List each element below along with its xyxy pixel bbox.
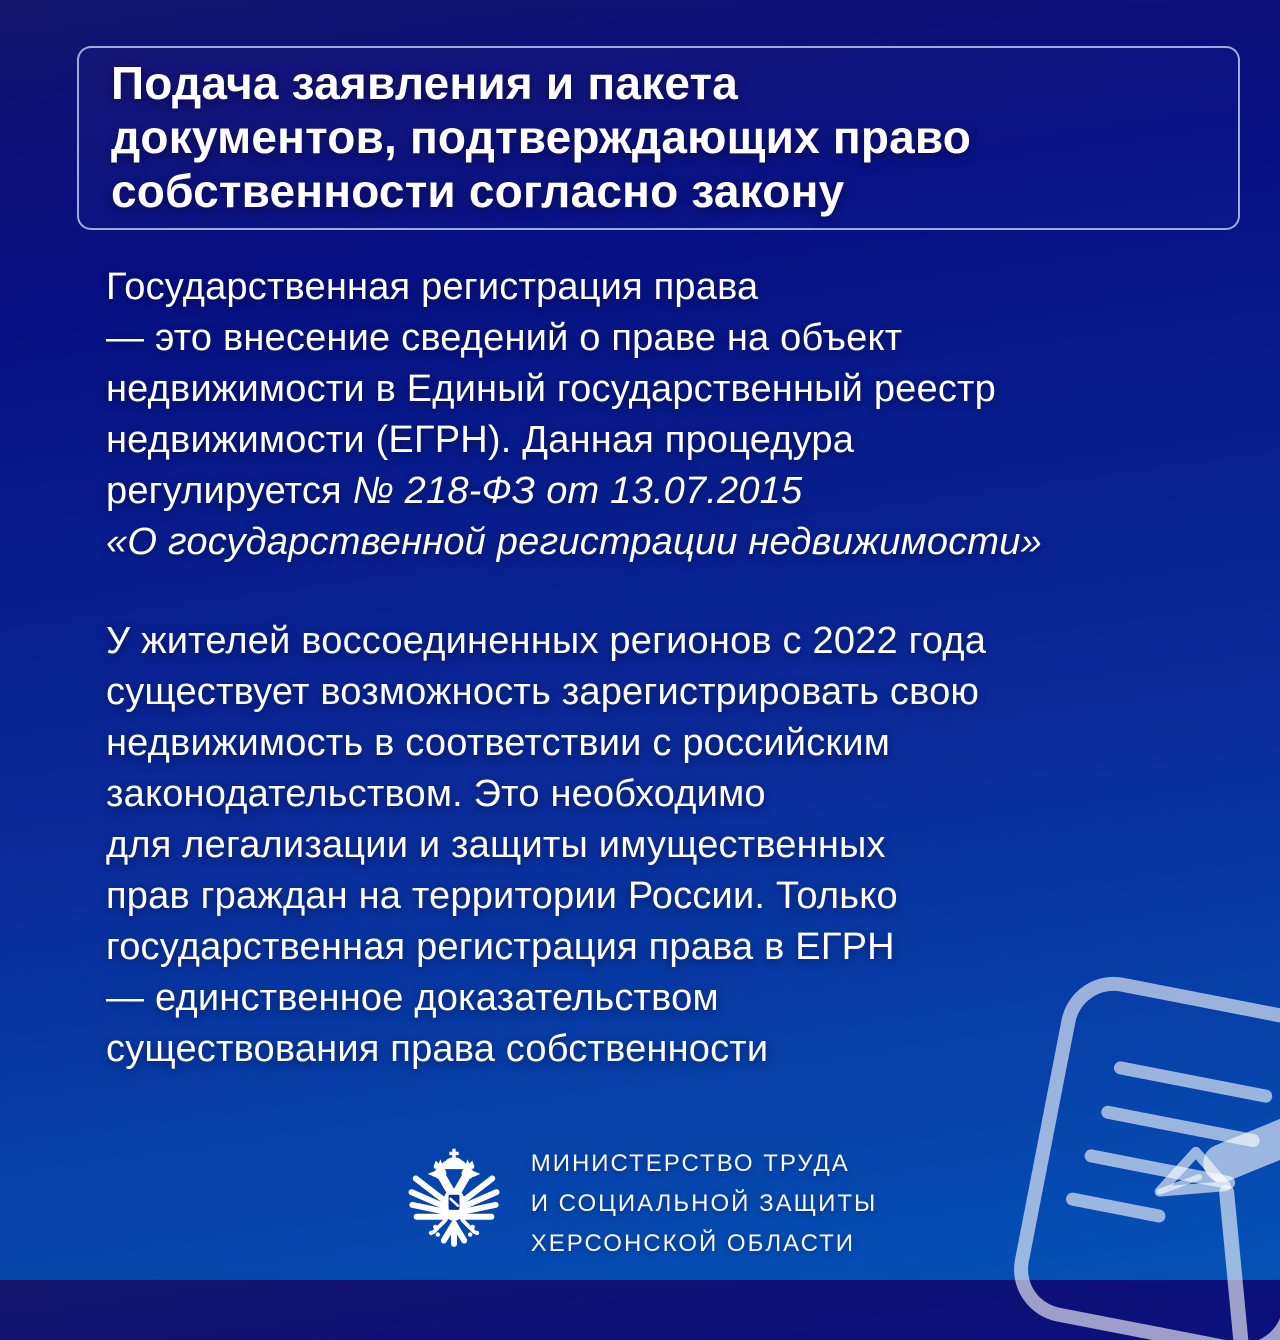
- text-line: недвижимость в соответствии с российским: [106, 722, 891, 764]
- text-line: недвижимости (ЕГРН). Данная процедура: [106, 419, 855, 461]
- paragraph-residents-info: [106, 616, 1246, 1075]
- ministry-name: [531, 1144, 878, 1264]
- text-line: недвижимости в Единый государственный реестр: [106, 368, 996, 410]
- text-line: Государственная регистрация права: [106, 266, 759, 308]
- text-line-law-reference: [106, 466, 1246, 517]
- title-box: [77, 46, 1240, 230]
- ministry-name-line: ХЕРСОНСКОЙ ОБЛАСТИ: [530, 1230, 856, 1257]
- text-segment: регулируется: [106, 470, 353, 512]
- ministry-emblem-eagle-icon: [403, 1144, 505, 1264]
- title-line: документов, подтверждающих право: [111, 111, 972, 163]
- text-line: законодательством. Это необходимо: [106, 773, 766, 815]
- ministry-name-line: И СОЦИАЛЬНОЙ ЗАЩИТЫ: [530, 1190, 878, 1217]
- text-line: — единственное доказательством: [106, 977, 719, 1019]
- text-line: для легализации и защиты имущественных: [106, 824, 886, 866]
- text-line: У жителей воссоединенных регионов с 2022 года: [106, 620, 987, 662]
- text-line: существования права собственности: [106, 1028, 769, 1070]
- title-line: Подача заявления и пакета: [111, 57, 739, 109]
- text-line: прав граждан на территории России. Только: [106, 875, 898, 917]
- title-line: собственности согласно закону: [111, 165, 845, 217]
- ministry-name-line: МИНИСТЕРСТВО ТРУДА: [530, 1150, 850, 1177]
- law-number-italic: № 218-ФЗ от 13.07.2015: [352, 470, 803, 512]
- page-title: [111, 56, 1206, 218]
- footer-ministry-block: [0, 1144, 1280, 1264]
- paragraph-registration-definition: [106, 262, 1246, 568]
- text-line: государственная регистрация права в ЕГРН: [106, 926, 895, 968]
- law-title-italic: «О государственной регистрации недвижимости»: [106, 521, 1042, 563]
- text-line: — это внесение сведений о праве на объект: [106, 317, 903, 359]
- text-line: существует возможность зарегистрировать свою: [106, 671, 980, 713]
